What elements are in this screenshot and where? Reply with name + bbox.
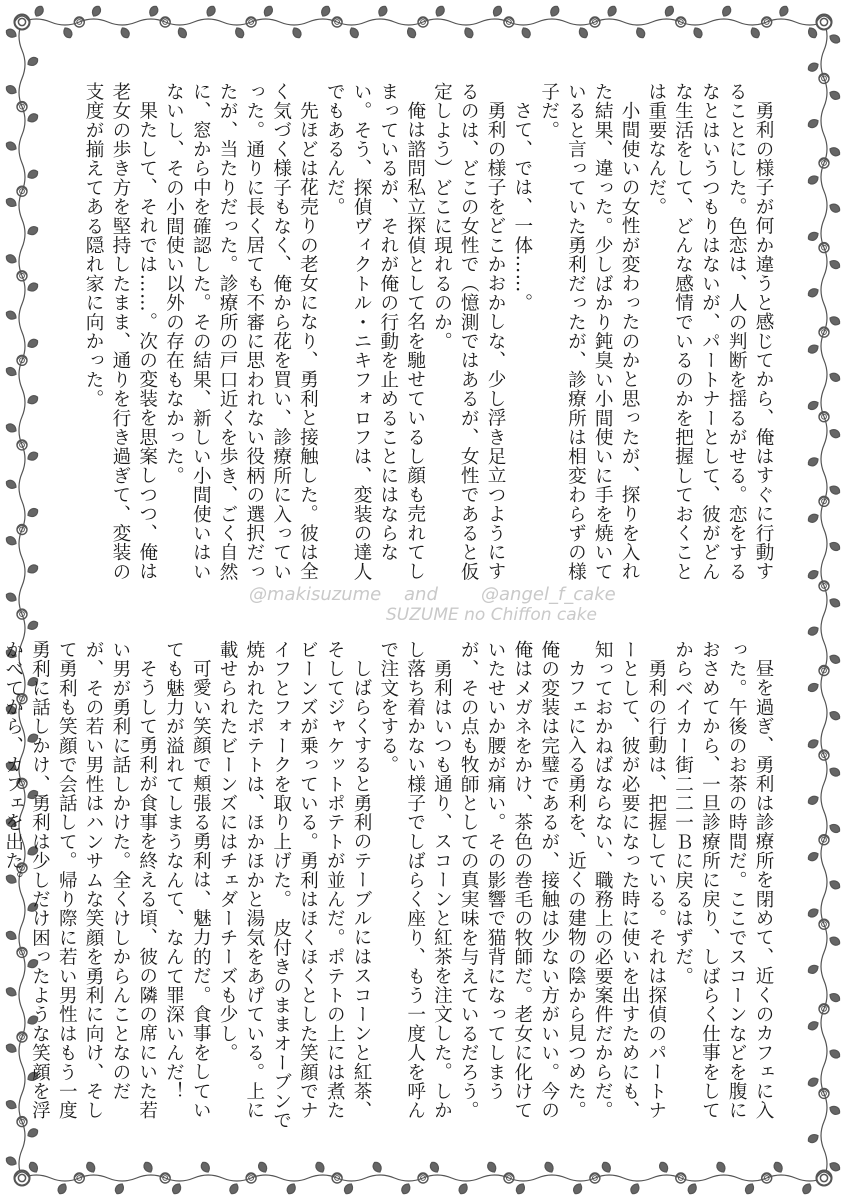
border-leaf [26,281,39,293]
corner-rose [817,1171,832,1186]
border-leaf [486,1161,498,1174]
border-leaf [26,337,39,349]
border-leaf [56,1182,68,1195]
border-leaf [807,681,820,693]
border-leaf [692,26,704,39]
upper-text-block [83,82,776,582]
paragraph: 勇利の様子が何か違うと感じてから、俺はすぐに行動することにした。色恋は、人の判断を揺るがせる。恋をするなとはいうつもりはないが、パートナーとして、彼がどんな生活をして、どんな感情でいるのかを把握しておくことは重要なんだ。 [645,82,774,582]
border-leaf [515,1182,527,1195]
border-leaf [828,653,841,665]
border-leaf [285,1182,297,1195]
border-leaf [205,5,217,18]
border-leaf [520,26,532,39]
border-leaf [807,1076,820,1088]
author-handle-2: @angel_f_cake [481,584,616,605]
border-leaf [314,1161,326,1174]
corner-rose [15,1171,30,1186]
border-leaf [807,1132,820,1144]
border-leaf [749,26,761,39]
circle-name: SUZUME no Chiffon cake [386,605,597,625]
paragraph: 勇利の行動は、把握している。それは探偵のパートナーとして、彼が必要になった時に使いを出すためにも、知っておかねばならない、職務上の必要案件だからだ。 [592,640,667,1120]
border-leaf [801,1182,813,1195]
border-leaf [828,935,841,947]
border-leaf [400,1182,412,1195]
paragraph: カフェに入る勇利を、近くの建物の陰から見つめた。俺の変装は完璧であるが、接触は少ない方がいい。今の俺はメガネをかけ、茶色の巻毛の牧師だ。老女に化けていたせいか腰が痛い。その影響で猫背になってしまうが、その点も牧師としての真実味を与えているだろう。 [458,640,587,1120]
border-leaf [28,1161,40,1174]
border-leaf [148,5,160,18]
credit-conjunction: and [404,584,438,605]
border-leaf [429,1161,441,1174]
border-leaf [5,27,18,39]
border-leaf [348,26,360,39]
border-leaf [371,1161,383,1174]
border-leaf [828,315,841,327]
border-leaf [806,26,818,39]
border-leaf [26,619,39,631]
border-leaf [828,766,841,778]
border-leaf [199,1161,211,1174]
border-leaf [807,117,820,129]
border-leaf [262,5,274,18]
paragraph: 果たして、それでは……。次の変装を思案しつつ、俺は老女の歩き方を堅持したまま、通りを行き過ぎて、変装の支度が揃えてある隠れ家に向かった。 [83,82,158,582]
border-leaf [635,26,647,39]
border-leaf [5,309,18,321]
paragraph: 可愛い笑顔で頬張る勇利は、魅力的だ。食事をしていても魅力が溢れてしまうなんて、なんて罪深いんだ！ [163,640,212,1120]
border-leaf [257,1161,269,1174]
border-leaf [828,822,841,834]
paragraph: 勇利の様子をどこかおかしな、少し浮き足立つようにするのは、どこの女性で（憶測ではあるが、女性であると仮定しよう）どこに現れるのか。 [431,82,507,582]
border-leaf [744,1182,756,1195]
border-leaf [600,1161,612,1174]
border-leaf [828,484,841,496]
paragraph: さて、では、一体……。 [511,100,533,312]
border-leaf [5,1155,18,1167]
border-leaf [343,1182,355,1195]
border-leaf [405,26,417,39]
border-leaf [828,1104,841,1116]
border-leaf [26,507,39,519]
border-leaf [543,1161,555,1174]
border-leaf [26,112,39,124]
border-leaf [26,394,39,406]
border-leaf [807,625,820,637]
border-leaf [828,146,841,158]
border-leaf [807,512,820,524]
border-leaf [434,5,446,18]
border-leaf [807,174,820,186]
border-leaf [828,710,841,722]
border-leaf [491,5,503,18]
paragraph: 勇利はいつも通り、スコーンと紅茶を注文した。しかし落ち着かない様子でしばらく座り、もう一度人を呼んで注文をする。 [377,640,453,1120]
border-leaf [807,963,820,975]
border-leaf [721,5,733,18]
border-leaf [686,1182,698,1195]
border-leaf [807,399,820,411]
border-leaf [26,450,39,462]
border-leaf [807,851,820,863]
border-leaf [778,5,790,18]
author-handle-1: @makisuzume [249,584,382,605]
border-leaf [772,1161,784,1174]
border-leaf [807,456,820,468]
border-leaf [807,569,820,581]
border-leaf [176,26,188,39]
lower-text-block [2,640,776,1130]
border-leaf [5,422,18,434]
border-leaf [807,343,820,355]
border-leaf [5,253,18,265]
border-leaf [5,84,18,96]
border-leaf [828,89,841,101]
border-leaf [26,563,39,575]
border-leaf [291,26,303,39]
border-leaf [828,1161,841,1173]
border-leaf [629,1182,641,1195]
paragraph: しばらくすると勇利のテーブルにはスコーンと紅茶、そしてジャケットポテトが並んだ。ポテトの上には煮たビーンズが乗っている。勇利はほくほくとした笑顔でナイフとフォークを取り上げた。 皮付きのままオーブンで焼かれたポテトは、ほかほかと湯気をあげている。上に載せられたビーンズにはチェダーチーズも少し。 [217,640,373,1130]
border-leaf [807,1020,820,1032]
paragraph: 昼を過ぎ、勇利は診療所を閉めて、近くのカフェに入った。午後のお茶の時間だ。ここでスコーンなどを腹におさめてから、一旦診療所に戻り、しばらく仕事をしてからベイカー街二二一Ｂに戻るはずだ。 [672,640,774,1120]
border-leaf [549,5,561,18]
border-leaf [5,366,18,378]
border-leaf [62,26,74,39]
border-leaf [663,5,675,18]
border-leaf [828,540,841,552]
border-leaf [234,26,246,39]
border-leaf [463,26,475,39]
border-leaf [606,5,618,18]
border-leaf [142,1161,154,1174]
border-leaf [807,794,820,806]
border-leaf [26,225,39,237]
border-leaf [828,1048,841,1060]
border-leaf [85,1161,97,1174]
border-leaf [26,56,39,68]
border-leaf [828,879,841,891]
border-leaf [807,738,820,750]
border-leaf [658,1161,670,1174]
border-leaf [828,597,841,609]
border-leaf [457,1182,469,1195]
border-leaf [828,428,841,440]
border-leaf [807,907,820,919]
border-leaf [5,535,18,547]
border-leaf [171,1182,183,1195]
border-leaf [577,26,589,39]
paragraph: 小間使いの女性が変わったのかと思ったが、探りを入れた結果、違った。少しばかり鈍臭い小間使いに手を焼いていると言っていた勇利だったが、診療所は相変わらずの様子だ。 [538,82,641,582]
border-leaf [33,5,45,18]
border-leaf [828,991,841,1003]
corner-rose [817,15,832,30]
border-leaf [90,5,102,18]
border-leaf [5,197,18,209]
border-leaf [320,5,332,18]
border-leaf [119,26,131,39]
border-leaf [807,287,820,299]
border-leaf [828,202,841,214]
border-leaf [5,591,18,603]
paragraph: そうして勇利が食事を終える頃、彼の隣の席にいた若い男が勇利に話しかけた。全くけしからんことなのだが、その若い男性はハンサムな笑顔を勇利に向け、そして勇利も笑顔で会話して。帰り際に若い男性はもう一度勇利に話しかけ、勇利は少しだけ困ったような笑顔を浮かべてから、カフェを出た。 [2,640,158,1120]
corner-rose [15,15,30,30]
border-leaf [807,61,820,73]
border-leaf [5,140,18,152]
paragraph: 先ほどは花売りの老女になり、勇利と接触した。彼は全く気づく様子もなく、俺から花を買い、診療所に入っていった。通りに長く居ても不審に思われない役柄の選択だったが、当たりだった。診療所の戸口近くを歩き、ごく自然に、窓から中を確認した。その結果、新しい小間使いはいないし、その小間使い以外の存在もなかった。 [163,82,319,582]
border-leaf [572,1182,584,1195]
border-leaf [5,478,18,490]
border-leaf [807,230,820,242]
border-leaf [26,168,39,180]
border-leaf [228,1182,240,1195]
border-leaf [828,33,841,45]
border-leaf [828,258,841,270]
border-leaf [828,371,841,383]
border-leaf [114,1182,126,1195]
border-leaf [715,1161,727,1174]
paragraph: 俺は諮問私立探偵として名を馳せているし顔も売れてしまっているが、それが俺の行動を止めることにはならない。そう、探偵ヴィクトル・ニキフォロフは、変装の達人でもあるんだ。 [324,82,426,582]
border-leaf [377,5,389,18]
